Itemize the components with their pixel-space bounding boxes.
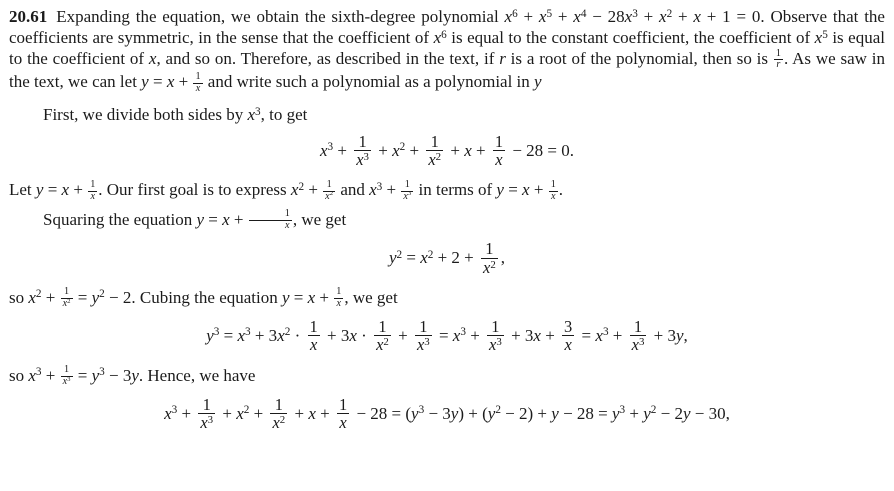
paragraph-hence: so $x^3$ + $\frac{1}{x^3}$ = $y^3 - 3y$. Hence, we have (9, 363, 256, 387)
equation-y-squared: $y^2 = x^2 + 2$ + $\frac{1}{x^2}$ , (388, 239, 506, 277)
intro-text: Expanding the equation, we obtain the sixth-degree polynomial $x^6 + x^5 + x^4 - 28x^3 + x^2 + x + 1 = 0$. Observe that the coefficients are symmetric, in the sense that the coefficient of $x^6$ is equal to the constant coefficient, the coefficient of $x^5$ is equal to the coefficient of x, and so on. Therefore, as described in the text, if r is a root of the polynomial, then so is $\frac{1}{r}$ . As we saw in the text, we can let y = x + $\frac{1}{x}$ and write such a polynomial as a polynomial in y (9, 7, 885, 94)
problem-number: 20.61 (9, 7, 48, 26)
equation-divided-by-x3: $x^3$ + $\frac{1}{x^3}$ + $x^2$ + $\frac{1}{x^2}$ + x + $\frac{1}{x}$ − 28 = 0. (319, 132, 575, 170)
paragraph-squaring: Squaring the equation y = x + $\frac{1}{x}$ , we get (43, 208, 347, 231)
equation-final-polynomial: $x^3$ + $\frac{1}{x^3}$ + $x^2$ + $\frac{1}{x^2}$ + x + $\frac{1}{x}$ − $28 = (y^3 - 3y) + (y^2 - 2) + y - 28 = y^3 + y^2 - 2y - 30$, (164, 394, 730, 433)
paragraph-cubing: so $x^2$ + $\frac{1}{x^2}$ = $y^2 - 2$. Cubing the equation y = x + $\frac{1}{x}$ , we get (9, 286, 398, 309)
equation-y-cubed: $y^3 = x^3 + 3x^2$ · $\frac{1}{x}$ + 3x · $\frac{1}{x^2}$ + $\frac{1}{x^3}$ = $x^3$ + $\frac{1}{x^3}$ + 3x + $\frac{3}{x}$ = $x^3$ + $\frac{1}{x^3}$ + 3y, (206, 317, 688, 355)
paragraph-divide-both-sides: First, we divide both sides by $x^3$, to get (43, 104, 308, 124)
paragraph-intro (9, 6, 885, 95)
paragraph-let-y: Let y = x + $\frac{1}{x}$ . Our first goal is to express $x^2$ + $\frac{1}{x^2}$ and $x^3$ + $\frac{1}{x^3}$ in terms of y = x + $\frac{1}{x}$ . (9, 178, 564, 202)
